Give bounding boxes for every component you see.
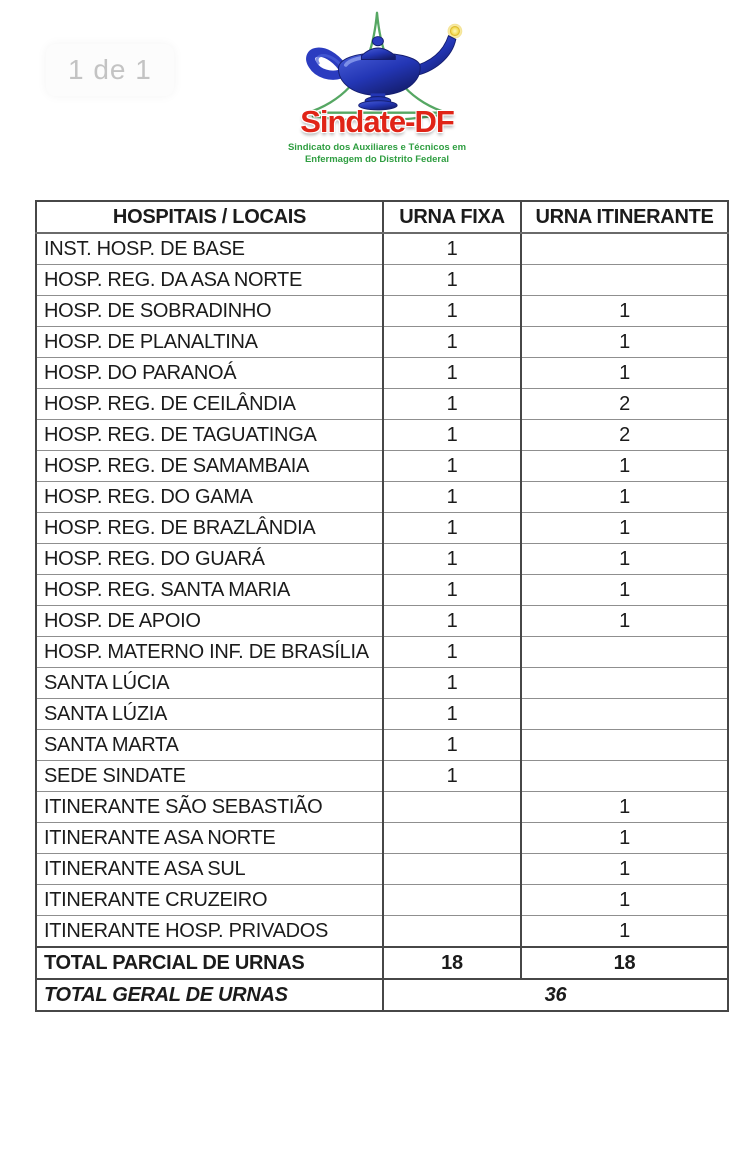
col-header-urna-fixa: URNA FIXA	[383, 201, 521, 233]
logo-subtitle-line1: Sindicato dos Auxiliares e Técnicos em	[287, 142, 467, 153]
table-row	[36, 327, 728, 358]
table-row	[36, 761, 728, 792]
cell-urna-itinerante: 1	[521, 792, 728, 823]
cell-urna-itinerante	[521, 265, 728, 296]
cell-local: HOSP. REG. DE CEILÂNDIA	[36, 389, 383, 420]
table-row	[36, 265, 728, 296]
table-row	[36, 668, 728, 699]
cell-local: HOSP. REG. DO GAMA	[36, 482, 383, 513]
cell-urna-fixa: 1	[383, 544, 521, 575]
cell-urna-fixa: 1	[383, 575, 521, 606]
cell-local: HOSP. REG. DE SAMAMBAIA	[36, 451, 383, 482]
cell-urna-fixa: 1	[383, 420, 521, 451]
cell-urna-itinerante	[521, 668, 728, 699]
cell-local: ITINERANTE HOSP. PRIVADOS	[36, 916, 383, 948]
cell-urna-itinerante: 1	[521, 916, 728, 948]
total-geral-row	[36, 979, 728, 1011]
cell-urna-fixa	[383, 823, 521, 854]
table-row	[36, 233, 728, 265]
table-row	[36, 575, 728, 606]
cell-urna-itinerante	[521, 637, 728, 668]
cell-urna-fixa	[383, 854, 521, 885]
table-row	[36, 420, 728, 451]
cell-local: HOSP. DE PLANALTINA	[36, 327, 383, 358]
table-row	[36, 389, 728, 420]
urnas-table	[35, 200, 729, 1012]
table-row	[36, 358, 728, 389]
total-geral-value: 36	[383, 979, 728, 1011]
logo-subtitle	[285, 142, 469, 167]
total-parcial-row	[36, 947, 728, 979]
cell-urna-fixa	[383, 792, 521, 823]
cell-urna-fixa: 1	[383, 482, 521, 513]
table-row	[36, 296, 728, 327]
cell-urna-fixa: 1	[383, 637, 521, 668]
cell-local: HOSP. REG. DO GUARÁ	[36, 544, 383, 575]
cell-urna-fixa: 1	[383, 606, 521, 637]
cell-urna-fixa: 1	[383, 296, 521, 327]
cell-local: HOSP. DO PARANOÁ	[36, 358, 383, 389]
table-row	[36, 513, 728, 544]
total-parcial-fixa: 18	[383, 947, 521, 979]
cell-urna-fixa	[383, 916, 521, 948]
col-header-urna-itinerante: URNA ITINERANTE	[521, 201, 728, 233]
table-row	[36, 606, 728, 637]
cell-urna-fixa: 1	[383, 761, 521, 792]
cell-urna-itinerante: 1	[521, 854, 728, 885]
cell-local: ITINERANTE CRUZEIRO	[36, 885, 383, 916]
cell-urna-fixa: 1	[383, 513, 521, 544]
cell-urna-itinerante: 1	[521, 327, 728, 358]
table-row	[36, 823, 728, 854]
cell-urna-fixa: 1	[383, 668, 521, 699]
table-header-row	[36, 201, 728, 233]
cell-urna-itinerante	[521, 699, 728, 730]
cell-urna-itinerante: 1	[521, 358, 728, 389]
table-row	[36, 916, 728, 948]
cell-urna-itinerante: 1	[521, 823, 728, 854]
cell-urna-itinerante	[521, 761, 728, 792]
cell-local: HOSP. REG. DE TAGUATINGA	[36, 420, 383, 451]
cell-urna-itinerante: 1	[521, 482, 728, 513]
table-row	[36, 792, 728, 823]
cell-urna-fixa: 1	[383, 451, 521, 482]
cell-local: HOSP. REG. SANTA MARIA	[36, 575, 383, 606]
table-row	[36, 730, 728, 761]
total-parcial-label: TOTAL PARCIAL DE URNAS	[36, 947, 383, 979]
cell-local: HOSP. DE APOIO	[36, 606, 383, 637]
cell-urna-itinerante: 1	[521, 544, 728, 575]
cell-urna-fixa: 1	[383, 699, 521, 730]
cell-urna-fixa: 1	[383, 389, 521, 420]
total-parcial-itinerante: 18	[521, 947, 728, 979]
cell-urna-itinerante	[521, 730, 728, 761]
cell-urna-itinerante: 1	[521, 451, 728, 482]
total-geral-label: TOTAL GERAL DE URNAS	[36, 979, 383, 1011]
logo-subtitle-line2: Enfermagem do Distrito Federal	[304, 154, 450, 166]
cell-urna-fixa: 1	[383, 327, 521, 358]
cell-urna-fixa: 1	[383, 265, 521, 296]
col-header-hospitais-locais: HOSPITAIS / LOCAIS	[36, 201, 383, 233]
table-row	[36, 544, 728, 575]
cell-local: SANTA LÚZIA	[36, 699, 383, 730]
cell-local: ITINERANTE ASA NORTE	[36, 823, 383, 854]
cell-local: SANTA MARTA	[36, 730, 383, 761]
cell-local: SEDE SINDATE	[36, 761, 383, 792]
table-row	[36, 854, 728, 885]
cell-urna-fixa: 1	[383, 233, 521, 265]
cell-local: ITINERANTE SÃO SEBASTIÃO	[36, 792, 383, 823]
cell-urna-itinerante: 1	[521, 885, 728, 916]
cell-urna-itinerante: 2	[521, 389, 728, 420]
table-row	[36, 451, 728, 482]
cell-urna-itinerante: 1	[521, 575, 728, 606]
cell-local: ITINERANTE ASA SUL	[36, 854, 383, 885]
cell-urna-fixa	[383, 885, 521, 916]
table-row	[36, 699, 728, 730]
cell-local: HOSP. REG. DE BRAZLÂNDIA	[36, 513, 383, 544]
cell-local: INST. HOSP. DE BASE	[36, 233, 383, 265]
cell-urna-itinerante: 2	[521, 420, 728, 451]
cell-urna-itinerante	[521, 233, 728, 265]
cell-urna-itinerante: 1	[521, 296, 728, 327]
page-indicator: 1 de 1	[46, 44, 174, 96]
cell-urna-itinerante: 1	[521, 513, 728, 544]
cell-local: SANTA LÚCIA	[36, 668, 383, 699]
cell-local: HOSP. MATERNO INF. DE BRASÍLIA	[36, 637, 383, 668]
sindate-logo	[285, 10, 469, 167]
cell-urna-itinerante: 1	[521, 606, 728, 637]
cell-local: HOSP. DE SOBRADINHO	[36, 296, 383, 327]
cell-local: HOSP. REG. DA ASA NORTE	[36, 265, 383, 296]
cell-urna-fixa: 1	[383, 358, 521, 389]
table-row	[36, 637, 728, 668]
cell-urna-fixa: 1	[383, 730, 521, 761]
table-row	[36, 885, 728, 916]
table-row	[36, 482, 728, 513]
logo-title: Sindate-DF	[300, 104, 454, 139]
